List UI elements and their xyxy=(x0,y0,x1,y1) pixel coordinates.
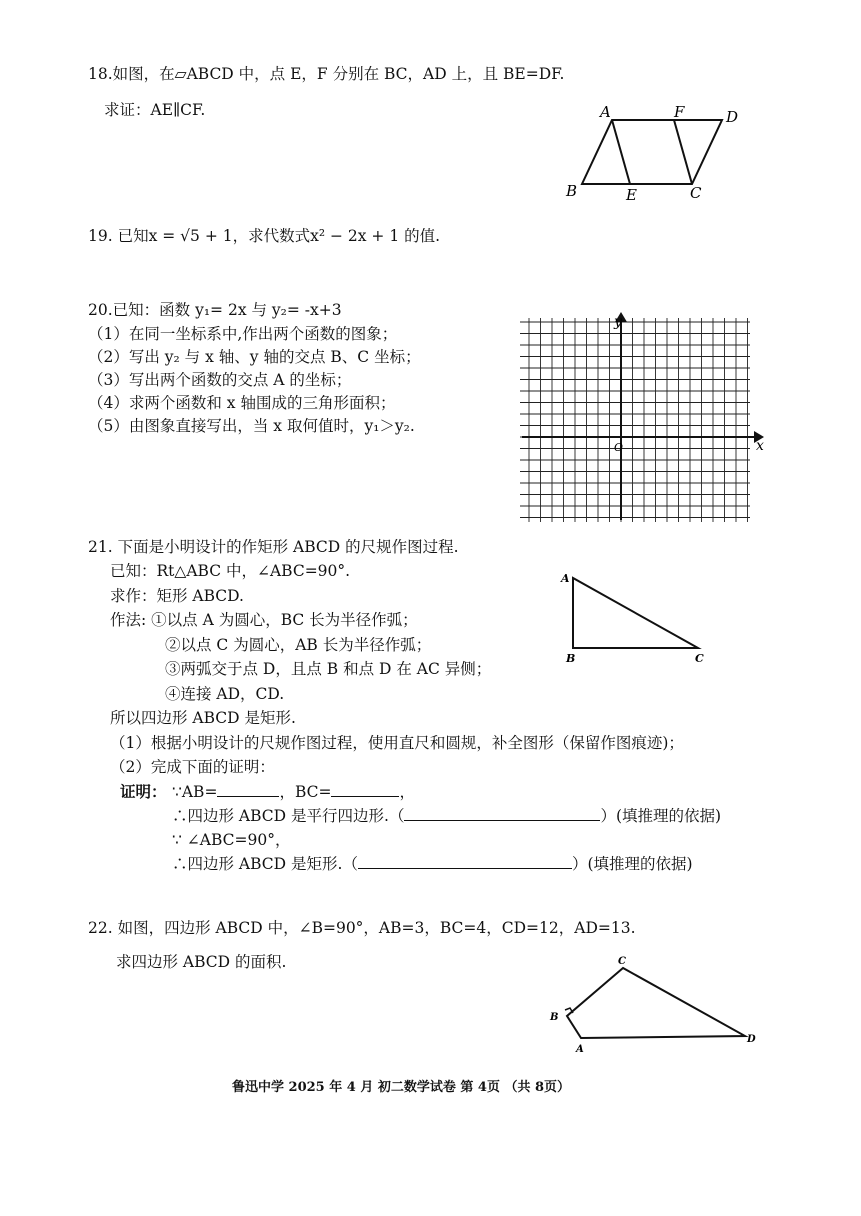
q22-label-a: A xyxy=(576,1044,584,1055)
proof-parallelogram: ∴四边形 ABCD 是平行四边形.（ xyxy=(172,807,405,825)
right-angle-mark xyxy=(565,1008,573,1013)
q21-label-c: C xyxy=(695,652,704,665)
proof-label: 证明： xyxy=(120,782,167,801)
proof-line-2 xyxy=(172,806,721,826)
q22-label-c: C xyxy=(618,956,626,967)
q21-line: 已知：Rt△ABC 中，∠ABC=90°. xyxy=(110,562,351,580)
q21-label-a: A xyxy=(561,572,570,585)
q22-label-d: D xyxy=(747,1034,756,1045)
proof-line-1 xyxy=(172,782,415,802)
q20-item: （3）写出两个函数的交点 A 的坐标； xyxy=(88,371,352,389)
proof-line-3: ∵ ∠ABC=90°， xyxy=(172,831,291,849)
proof-line-4 xyxy=(172,854,693,874)
origin-label: O xyxy=(614,441,624,454)
q18-parallelogram-figure xyxy=(560,100,750,210)
q21-line: ③两弧交于点 D，且点 B 和点 D 在 AC 异侧； xyxy=(165,660,492,678)
q22-question: 求四边形 ABCD 的面积. xyxy=(116,953,287,971)
q21-line: 求作：矩形 ABCD. xyxy=(110,587,244,605)
q21-label-b: B xyxy=(566,652,576,665)
x-axis-label: x xyxy=(756,438,764,454)
q19-statement: 19. 已知x = √5 + 1，求代数式x² − 2x + 1 的值. xyxy=(88,227,441,245)
q20-coordinate-grid xyxy=(518,310,768,525)
q18-label-e: E xyxy=(626,186,637,204)
q18-label-f: F xyxy=(674,103,685,121)
q18-label-a: A xyxy=(600,103,611,121)
blank-ab[interactable] xyxy=(217,782,279,797)
q21-line: 作法: ①以点 A 为圆心，BC 长为半径作弧； xyxy=(110,611,418,629)
blank-reason-2[interactable] xyxy=(358,854,572,869)
q20-item: （4）求两个函数和 x 轴围成的三角形面积； xyxy=(88,394,396,412)
q20-item: （2）写出 y₂ 与 x 轴、y 轴的交点 B、C 坐标； xyxy=(88,348,421,366)
q21-line: ②以点 C 为圆心，AB 长为半径作弧； xyxy=(165,636,432,654)
q18-prove: 求证：AE∥CF. xyxy=(104,101,206,119)
q22-quadrilateral-figure xyxy=(540,950,765,1060)
q18-label-d: D xyxy=(726,108,739,126)
page-footer: 鲁迅中学 2025 年 4 月 初二数学试卷 第 4页 （共 8页） xyxy=(232,1080,571,1095)
proof-reason-hint-1: ）(填推理的依据) xyxy=(600,807,722,825)
q21-line: （1）根据小明设计的尺规作图过程，使用直尺和圆规，补全图形（保留作图痕迹)； xyxy=(110,734,684,752)
q21-right-triangle-figure xyxy=(558,568,718,668)
blank-bc[interactable] xyxy=(331,782,399,797)
q18-statement: 18.如图，在▱ABCD 中，点 E，F 分别在 BC，AD 上，且 BE=DF. xyxy=(88,65,565,83)
q22-statement: 22. 如图，四边形 ABCD 中，∠B=90°，AB=3，BC=4，CD=12，AD=13. xyxy=(88,919,636,937)
q20-item: （1）在同一坐标系中,作出两个函数的图象； xyxy=(88,325,398,343)
proof-ab: ∵AB= xyxy=(172,783,218,801)
blank-reason-1[interactable] xyxy=(404,806,600,821)
q21-line: ④连接 AD，CD. xyxy=(165,685,285,703)
q22-label-b: B xyxy=(550,1012,559,1023)
y-axis-label: y xyxy=(614,314,622,330)
q21-line: 所以四边形 ABCD 是矩形. xyxy=(110,709,296,727)
q21-line: 21. 下面是小明设计的作矩形 ABCD 的尺规作图过程. xyxy=(88,538,459,556)
proof-bc: ，BC= xyxy=(279,783,332,801)
q21-line: （2）完成下面的证明： xyxy=(110,758,275,776)
proof-rectangle: ∴四边形 ABCD 是矩形.（ xyxy=(172,855,358,873)
grid-lines xyxy=(520,318,750,522)
q20-title: 20.已知：函数 y₁= 2x 与 y₂= -x+3 xyxy=(88,301,342,319)
proof-reason-hint-2: ）(填推理的依据) xyxy=(571,855,693,873)
q18-label-c: C xyxy=(690,184,702,202)
q18-label-b: B xyxy=(566,182,578,200)
q20-item: （5）由图象直接写出，当 x 取何值时，y₁＞y₂. xyxy=(88,417,415,435)
proof-comma: ， xyxy=(399,783,415,801)
